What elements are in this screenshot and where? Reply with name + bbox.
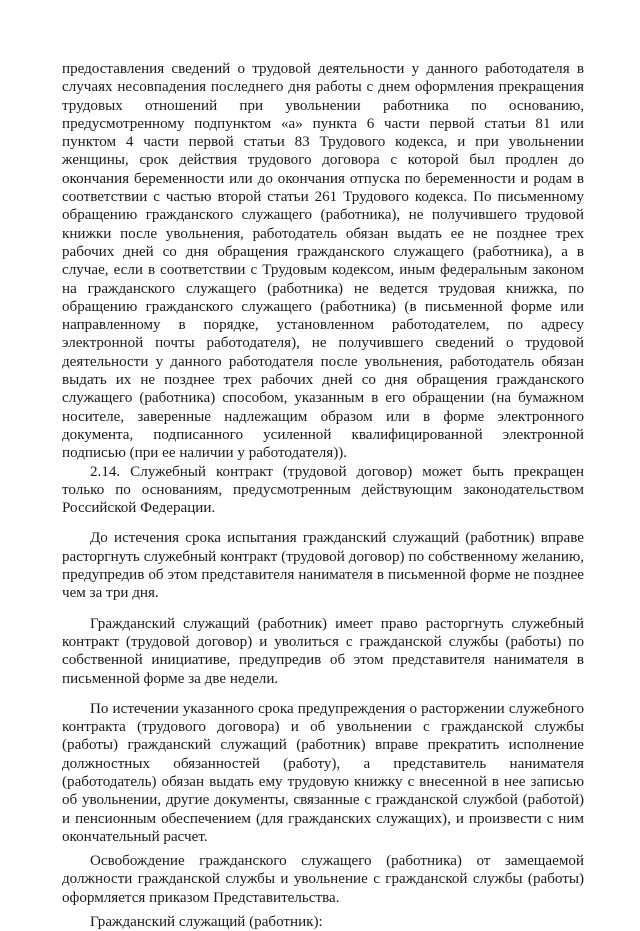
document-body: [62, 60, 584, 931]
paragraph-clause-2-14: 2.14. Служебный контракт (трудовой договор) может быть прекращен только по основаниям, предусмотренным действующим законодательством Российской Федерации.: [62, 463, 584, 517]
paragraph-dismissal-order: Освобождение гражданского служащего (работника) от замещаемой должности гражданской службы и увольнение с гражданской службы (работы) оформляется приказом Представительства.: [62, 853, 584, 906]
paragraph-own-initiative-resignation: Гражданский служащий (работник) имеет право расторгнуть служебный контракт (трудовой договор) и уволиться с гражданской службы (работы) по собственной инициативе, предупредив об этом представителя нанимателя в письменной форме за две недели.: [62, 615, 584, 687]
paragraph-civil-servant-list-intro: Гражданский служащий (работник):: [90, 914, 323, 931]
paragraph-probation-termination: До истечения срока испытания гражданский служащий (работник) вправе расторгнуть служебный контракт (трудовой договор) по собственному желанию, предупредив об этом представителя нанимателя в письменной форме не позднее чем за три дня.: [62, 530, 584, 602]
paragraph-notice-period-expiry: По истечении указанного срока предупреждения о расторжении служебного контракта (трудового договора) и об увольнении с гражданской службы (работы) гражданский служащий (работник) вправе прекратить исполнение должностных обязанностей (работу), а представитель нанимателя (работодатель) обязан выдать ему трудовую книжку с внесенной в нее записью об увольнении, другие документы, связанные с гражданской службой (работой) и пенсионным обеспечением (для гражданских служащих), и произвести с ним окончательный расчет.: [62, 700, 584, 845]
paragraph-continuation-work-record: предоставления сведений о трудовой деятельности у данного работодателя в случаях несовпадения последнего дня работы с днем оформления прекращения трудовых отношений при увольнении работника по основанию, предусмотренному подпунктом «а» пункта 6 части первой статьи 81 или пунктом 4 части первой статьи 83 Трудового кодекса, и при увольнении женщины, срок действия трудового договора с которой был продлен до окончания беременности или до окончания отпуска по беременности и родам в соответствии с частью второй статьи 261 Трудового кодекса. По письменному обращению гражданского служащего (работника), не получившего трудовой книжки после увольнения, работодатель обязан выдать ее не позднее трех рабочих дней со дня обращения гражданского служащего (работника), а в случае, если в соответствии с Трудовым кодексом, иным федеральным законом на гражданского служащего (работника) не ведется трудовая книжка, по обращению гражданского служащего (работника) (в письменной форме или направленному в порядке, установленном работодателем, по адресу электронной почты работодателя), не получившего сведений о трудовой деятельности у данного работодателя после увольнения, работодатель обязан выдать их не позднее трех рабочих дней со дня обращения гражданского служащего (работника) способом, указанным в его обращении (на бумажном носителе, заверенные надлежащим образом или в форме электронного документа, подписанного усиленной квалифицированной электронной подписью (при ее наличии у работодателя)).: [62, 61, 584, 462]
